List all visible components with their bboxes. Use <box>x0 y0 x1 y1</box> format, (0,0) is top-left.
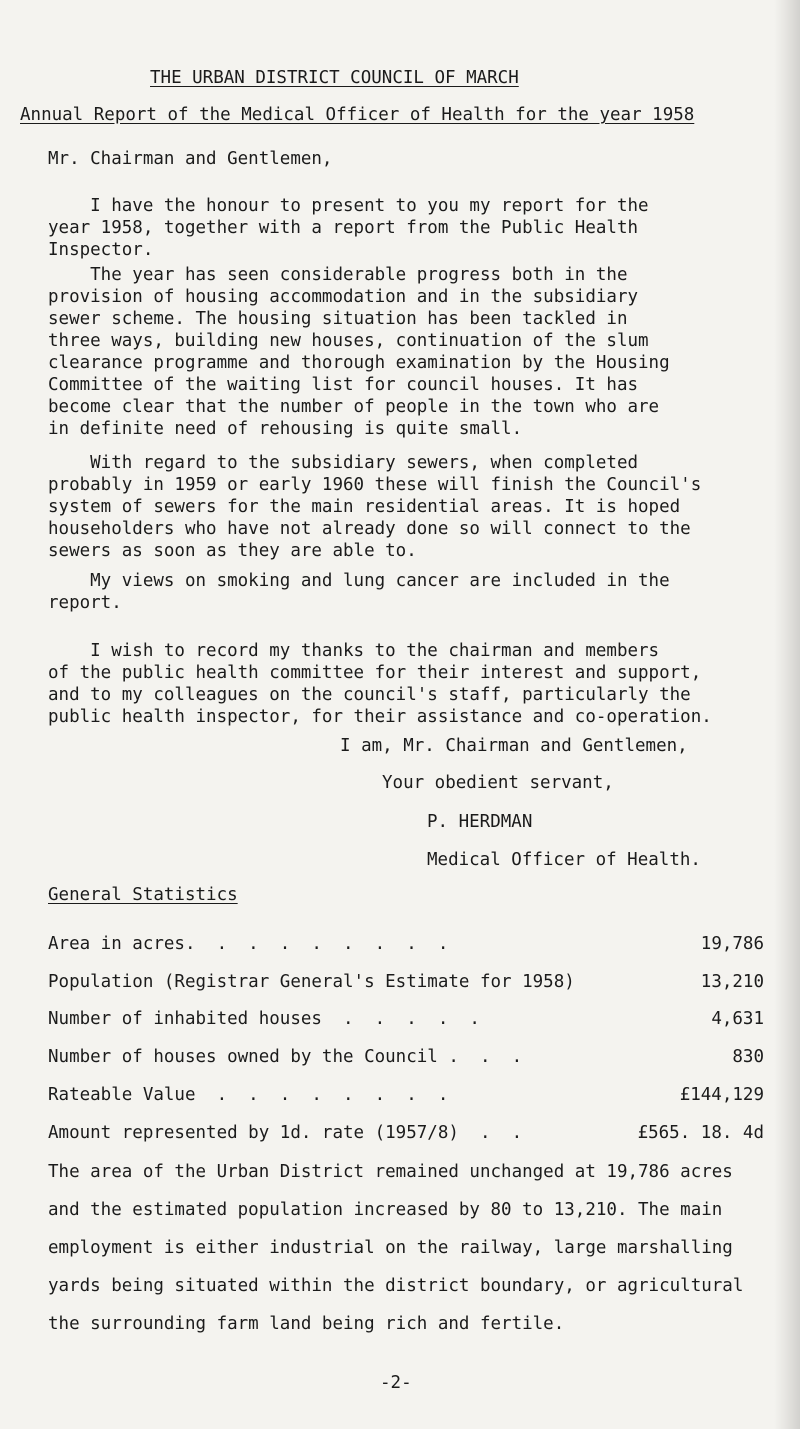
paragraph-line: become clear that the number of people in the town who are <box>48 397 660 417</box>
stat-value-area: 19,786 <box>700 934 764 954</box>
paragraph-3 <box>48 452 788 562</box>
signoff-line-1: I am, Mr. Chairman and Gentlemen, <box>340 736 688 756</box>
paragraph-2 <box>48 264 788 440</box>
closing-line: and the estimated population increased by 80 to 13,210. The main <box>48 1200 723 1220</box>
stat-label-council-houses: Number of houses owned by the Council . . . <box>48 1047 523 1067</box>
signatory-title: Medical Officer of Health. <box>427 850 701 870</box>
signatory-name: P. HERDMAN <box>427 812 533 832</box>
paragraph-line: My views on smoking and lung cancer are included in the <box>48 571 670 591</box>
paragraph-line: report. <box>48 593 122 613</box>
paragraph-line: The year has seen considerable progress both in the <box>48 265 628 285</box>
salutation: Mr. Chairman and Gentlemen, <box>48 149 333 169</box>
closing-line: the surrounding farm land being rich and fertile. <box>48 1314 565 1334</box>
paragraph-line: provision of housing accommodation and in the subsidiary <box>48 287 639 307</box>
paragraph-line: and to my colleagues on the council's staff, particularly the <box>48 685 691 705</box>
paragraph-4 <box>48 570 788 614</box>
paragraph-line: I wish to record my thanks to the chairman and members <box>48 641 660 661</box>
page-number: -2- <box>380 1373 412 1393</box>
paragraph-line: in definite need of rehousing is quite small. <box>48 419 523 439</box>
closing-line: The area of the Urban District remained unchanged at 19,786 acres <box>48 1162 733 1182</box>
paragraph-line: With regard to the subsidiary sewers, when completed <box>48 453 639 473</box>
paragraph-line: probably in 1959 or early 1960 these will finish the Council's <box>48 475 702 495</box>
closing-paragraph <box>48 1153 800 1343</box>
paragraph-line: Inspector. <box>48 240 154 260</box>
stat-value-inhabited-houses: 4,631 <box>711 1009 764 1029</box>
paragraph-line: system of sewers for the main residential areas. It is hoped <box>48 497 681 517</box>
closing-line: yards being situated within the district boundary, or agricultural <box>48 1276 744 1296</box>
paragraph-1 <box>48 195 788 261</box>
paragraph-line: Committee of the waiting list for council houses. It has <box>48 375 639 395</box>
paragraph-line: sewers as soon as they are able to. <box>48 541 417 561</box>
stat-label-rateable-value: Rateable Value . . . . . . . . <box>48 1085 449 1105</box>
paragraph-line: public health inspector, for their assistance and co-operation. <box>48 707 712 727</box>
stat-value-council-houses: 830 <box>732 1047 764 1067</box>
paragraph-line: I have the honour to present to you my report for the <box>48 196 649 216</box>
report-title: Annual Report of the Medical Officer of Health for the year 1958 <box>20 105 695 125</box>
paragraph-line: of the public health committee for their interest and support, <box>48 663 702 683</box>
paragraph-line: year 1958, together with a report from the Public Health <box>48 218 639 238</box>
stat-label-inhabited-houses: Number of inhabited houses . . . . . <box>48 1009 480 1029</box>
paragraph-line: three ways, building new houses, continuation of the slum <box>48 331 649 351</box>
stat-label-area: Area in acres. . . . . . . . . <box>48 934 449 954</box>
closing-line: employment is either industrial on the railway, large marshalling <box>48 1238 733 1258</box>
stat-value-rateable-value: £144,129 <box>679 1085 764 1105</box>
paragraph-line: sewer scheme. The housing situation has been tackled in <box>48 309 628 329</box>
stat-value-population: 13,210 <box>700 972 764 992</box>
paragraph-5 <box>48 640 788 728</box>
stat-label-penny-rate: Amount represented by 1d. rate (1957/8) . . <box>48 1123 523 1143</box>
stat-label-population: Population (Registrar General's Estimate for 1958) <box>48 972 575 992</box>
statistics-heading: General Statistics <box>48 885 238 905</box>
paragraph-line: householders who have not already done so will connect to the <box>48 519 691 539</box>
signoff-line-2: Your obedient servant, <box>382 773 614 793</box>
stat-value-penny-rate: £565. 18. 4d <box>637 1123 764 1143</box>
council-heading: THE URBAN DISTRICT COUNCIL OF MARCH <box>150 68 519 88</box>
paragraph-line: clearance programme and thorough examination by the Housing <box>48 353 670 373</box>
